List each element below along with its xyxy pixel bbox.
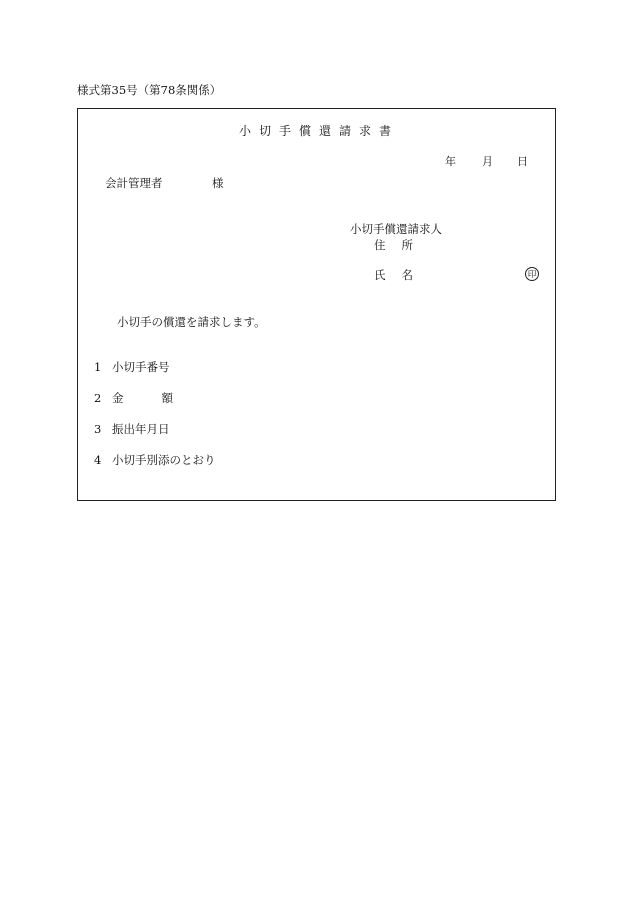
seal-icon: 印 (525, 267, 539, 281)
list-item-check-number (94, 362, 170, 374)
form-number-label: 様式第35号（第78条関係） (77, 83, 222, 97)
address-label-first: 住 (374, 238, 386, 252)
document-title: 小切手償還請求書 (238, 124, 399, 138)
item-label-first: 金 (112, 391, 124, 405)
address-label-second: 所 (401, 238, 413, 252)
addressee-name: 会計管理者 (105, 176, 163, 190)
address-label (374, 240, 413, 252)
item-number: 2 (94, 391, 102, 405)
item-number: 1 (94, 360, 102, 374)
date-day-label: 日 (517, 155, 528, 168)
item-label: 振出年月日 (112, 422, 170, 436)
list-item-amount (94, 393, 173, 405)
addressee-honorific: 様 (212, 176, 224, 190)
request-statement: 小切手の償還を請求します。 (117, 315, 266, 329)
item-label-second: 額 (161, 391, 173, 405)
item-number: 4 (94, 453, 102, 467)
claimant-title: 小切手償還請求人 (350, 222, 442, 236)
name-label-first: 氏 (374, 268, 386, 282)
date-month-label: 月 (482, 155, 493, 168)
list-item-issue-date (94, 424, 170, 436)
item-number: 3 (94, 422, 102, 436)
item-label: 小切手番号 (112, 360, 170, 374)
name-label (374, 270, 413, 282)
date-year-label: 年 (445, 155, 456, 168)
item-label: 小切手別添のとおり (112, 453, 216, 467)
list-item-attachment-note (94, 455, 216, 467)
name-label-second: 名 (401, 268, 413, 282)
